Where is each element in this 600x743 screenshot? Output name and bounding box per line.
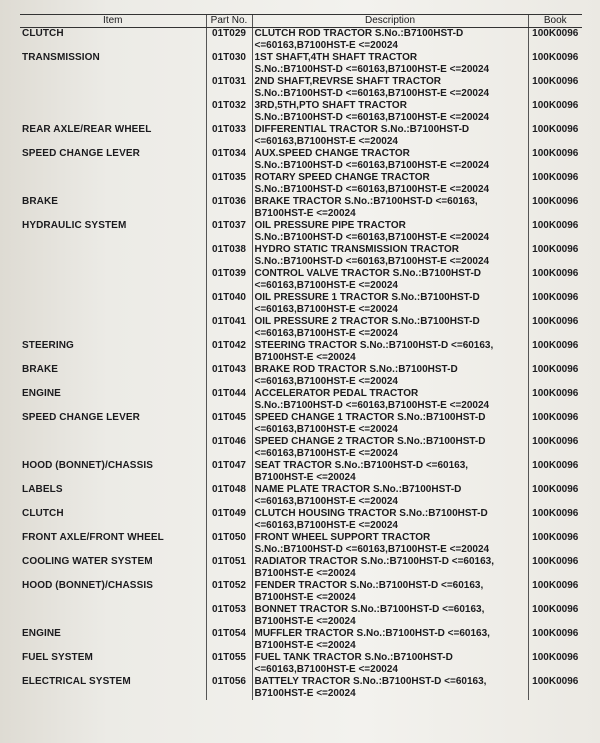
item-cell: BRAKE: [22, 364, 59, 375]
description-line-1: OIL PRESSURE PIPE TRACTOR: [254, 220, 406, 231]
description-line-1: OIL PRESSURE 1 TRACTOR S.No.:B7100HST-D: [254, 292, 480, 303]
description-cell: [252, 196, 528, 220]
description-line-2: <=60163,B7100HST-E <=20024: [254, 280, 398, 291]
table-row: [20, 652, 582, 676]
header-part-no: Part No.: [206, 15, 252, 28]
table-row: [20, 532, 582, 556]
item-cell: FRONT AXLE/FRONT WHEEL: [22, 532, 164, 543]
item-cell: [20, 76, 206, 100]
book-cell: 100K0096: [528, 364, 582, 388]
book-cell: 100K0096: [528, 436, 582, 460]
table-row: [20, 316, 582, 340]
part-number-cell: 01T033: [206, 124, 252, 148]
table-row: [20, 580, 582, 604]
part-number-cell: 01T034: [206, 148, 252, 172]
item-cell: HOOD (BONNET)/CHASSIS: [22, 580, 153, 591]
book-cell: 100K0096: [528, 652, 582, 676]
table-row: [20, 124, 582, 148]
description-line-1: MUFFLER TRACTOR S.No.:B7100HST-D <=60163,: [254, 628, 490, 639]
table-row: [20, 220, 582, 244]
description-line-2: <=60163,B7100HST-E <=20024: [254, 376, 398, 387]
description-line-1: CLUTCH ROD TRACTOR S.No.:B7100HST-D: [254, 28, 464, 39]
description-line-1: BRAKE TRACTOR S.No.:B7100HST-D <=60163,: [254, 196, 478, 207]
table-row: [20, 148, 582, 172]
book-cell: 100K0096: [528, 292, 582, 316]
part-number-cell: 01T031: [206, 76, 252, 100]
table-row: [20, 508, 582, 532]
part-number-cell: 01T053: [206, 604, 252, 628]
table-row: [20, 196, 582, 220]
part-number-cell: 01T047: [206, 460, 252, 484]
description-line-1: SPEED CHANGE 1 TRACTOR S.No.:B7100HST-D: [254, 412, 486, 423]
description-line-1: SPEED CHANGE 2 TRACTOR S.No.:B7100HST-D: [254, 436, 486, 447]
table-row: [20, 172, 582, 196]
description-line-1: BRAKE ROD TRACTOR S.No.:B7100HST-D: [254, 364, 458, 375]
description-cell: [252, 580, 528, 604]
description-line-2: <=60163,B7100HST-E <=20024: [254, 40, 398, 51]
parts-table: [20, 14, 582, 700]
table-row: [20, 388, 582, 412]
description-cell: [252, 100, 528, 124]
book-cell: 100K0096: [528, 460, 582, 484]
part-number-cell: 01T052: [206, 580, 252, 604]
description-cell: [252, 76, 528, 100]
table-row: [20, 364, 582, 388]
item-cell: ELECTRICAL SYSTEM: [22, 676, 131, 687]
description-cell: [252, 604, 528, 628]
item-cell: REAR AXLE/REAR WHEEL: [22, 124, 152, 135]
book-cell: 100K0096: [528, 100, 582, 124]
description-line-2: <=60163,B7100HST-E <=20024: [254, 496, 398, 507]
part-number-cell: 01T038: [206, 244, 252, 268]
description-line-2: <=60163,B7100HST-E <=20024: [254, 664, 398, 675]
description-line-1: ROTARY SPEED CHANGE TRACTOR: [254, 172, 430, 183]
book-cell: 100K0096: [528, 52, 582, 76]
part-number-cell: 01T041: [206, 316, 252, 340]
item-cell: CLUTCH: [22, 508, 64, 519]
description-cell: [252, 220, 528, 244]
part-number-cell: 01T035: [206, 172, 252, 196]
part-number-cell: 01T030: [206, 52, 252, 76]
description-line-2: B7100HST-E <=20024: [254, 688, 356, 699]
table-row: [20, 628, 582, 652]
description-cell: [252, 508, 528, 532]
item-cell: TRANSMISSION: [22, 52, 100, 63]
description-line-1: BATTELY TRACTOR S.No.:B7100HST-D <=60163,: [254, 676, 487, 687]
description-line-1: BONNET TRACTOR S.No.:B7100HST-D <=60163,: [254, 604, 485, 615]
description-line-2: B7100HST-E <=20024: [254, 472, 356, 483]
table-row: [20, 28, 582, 53]
table-row: [20, 100, 582, 124]
description-line-1: 2ND SHAFT,REVRSE SHAFT TRACTOR: [254, 76, 441, 87]
book-cell: 100K0096: [528, 196, 582, 220]
table-row: [20, 460, 582, 484]
description-cell: [252, 412, 528, 436]
description-cell: [252, 292, 528, 316]
description-cell: [252, 52, 528, 76]
description-line-1: CLUTCH HOUSING TRACTOR S.No.:B7100HST-D: [254, 508, 488, 519]
description-line-2: S.No.:B7100HST-D <=60163,B7100HST-E <=20024: [254, 160, 490, 171]
item-cell: HOOD (BONNET)/CHASSIS: [22, 460, 153, 471]
description-line-2: <=60163,B7100HST-E <=20024: [254, 448, 398, 459]
description-line-1: FUEL TANK TRACTOR S.No.:B7100HST-D: [254, 652, 453, 663]
description-line-1: CONTROL VALVE TRACTOR S.No.:B7100HST-D: [254, 268, 482, 279]
header-description: Description: [252, 15, 528, 28]
item-cell: BRAKE: [22, 196, 59, 207]
description-line-2: S.No.:B7100HST-D <=60163,B7100HST-E <=20024: [254, 232, 490, 243]
book-cell: 100K0096: [528, 676, 582, 700]
book-cell: 100K0096: [528, 244, 582, 268]
description-line-1: OIL PRESSURE 2 TRACTOR S.No.:B7100HST-D: [254, 316, 480, 327]
table-row: [20, 244, 582, 268]
description-line-2: B7100HST-E <=20024: [254, 352, 356, 363]
item-cell: STEERING: [22, 340, 74, 351]
part-number-cell: 01T049: [206, 508, 252, 532]
book-cell: 100K0096: [528, 148, 582, 172]
book-cell: 100K0096: [528, 532, 582, 556]
table-body: [20, 28, 582, 701]
description-cell: [252, 556, 528, 580]
description-line-2: <=60163,B7100HST-E <=20024: [254, 424, 398, 435]
description-cell: [252, 124, 528, 148]
book-cell: 100K0096: [528, 124, 582, 148]
item-cell: [20, 604, 206, 628]
book-cell: 100K0096: [528, 412, 582, 436]
item-cell: SPEED CHANGE LEVER: [22, 148, 140, 159]
description-cell: [252, 244, 528, 268]
description-cell: [252, 628, 528, 652]
part-number-cell: 01T032: [206, 100, 252, 124]
description-cell: [252, 484, 528, 508]
part-number-cell: 01T039: [206, 268, 252, 292]
item-cell: FUEL SYSTEM: [22, 652, 93, 663]
description-cell: [252, 340, 528, 364]
description-line-2: S.No.:B7100HST-D <=60163,B7100HST-E <=20024: [254, 64, 490, 75]
part-number-cell: 01T042: [206, 340, 252, 364]
book-cell: 100K0096: [528, 316, 582, 340]
description-line-1: SEAT TRACTOR S.No.:B7100HST-D <=60163,: [254, 460, 469, 471]
item-cell: [20, 244, 206, 268]
book-cell: 100K0096: [528, 484, 582, 508]
book-cell: 100K0096: [528, 28, 582, 53]
item-cell: CLUTCH: [22, 28, 64, 39]
part-number-cell: 01T046: [206, 436, 252, 460]
description-cell: [252, 268, 528, 292]
description-line-2: S.No.:B7100HST-D <=60163,B7100HST-E <=20024: [254, 112, 490, 123]
item-cell: [20, 172, 206, 196]
book-cell: 100K0096: [528, 628, 582, 652]
part-number-cell: 01T040: [206, 292, 252, 316]
table-row: [20, 412, 582, 436]
description-cell: [252, 436, 528, 460]
description-line-1: FENDER TRACTOR S.No.:B7100HST-D <=60163,: [254, 580, 484, 591]
item-cell: [20, 316, 206, 340]
item-cell: [20, 268, 206, 292]
part-number-cell: 01T048: [206, 484, 252, 508]
item-cell: [20, 100, 206, 124]
part-number-cell: 01T056: [206, 676, 252, 700]
description-line-1: 3RD,5TH,PTO SHAFT TRACTOR: [254, 100, 407, 111]
item-cell: [20, 436, 206, 460]
description-cell: [252, 316, 528, 340]
table-row: [20, 52, 582, 76]
part-number-cell: 01T037: [206, 220, 252, 244]
table-row: [20, 268, 582, 292]
item-cell: [20, 292, 206, 316]
description-cell: [252, 148, 528, 172]
description-line-1: 1ST SHAFT,4TH SHAFT TRACTOR: [254, 52, 418, 63]
description-line-2: <=60163,B7100HST-E <=20024: [254, 304, 398, 315]
table-row: [20, 676, 582, 700]
book-cell: 100K0096: [528, 172, 582, 196]
item-cell: HYDRAULIC SYSTEM: [22, 220, 127, 231]
table-row: [20, 340, 582, 364]
description-line-2: S.No.:B7100HST-D <=60163,B7100HST-E <=20024: [254, 88, 490, 99]
description-line-1: HYDRO STATIC TRANSMISSION TRACTOR: [254, 244, 459, 255]
book-cell: 100K0096: [528, 556, 582, 580]
description-line-2: B7100HST-E <=20024: [254, 640, 356, 651]
description-line-1: STEERING TRACTOR S.No.:B7100HST-D <=60163,: [254, 340, 494, 351]
book-cell: 100K0096: [528, 508, 582, 532]
description-cell: [252, 172, 528, 196]
book-cell: 100K0096: [528, 604, 582, 628]
description-line-2: <=60163,B7100HST-E <=20024: [254, 136, 398, 147]
book-cell: 100K0096: [528, 580, 582, 604]
description-cell: [252, 460, 528, 484]
item-cell: SPEED CHANGE LEVER: [22, 412, 140, 423]
book-cell: 100K0096: [528, 340, 582, 364]
table-row: [20, 556, 582, 580]
item-cell: ENGINE: [22, 628, 61, 639]
description-cell: [252, 532, 528, 556]
description-line-1: DIFFERENTIAL TRACTOR S.No.:B7100HST-D: [254, 124, 470, 135]
header-item: Item: [20, 15, 206, 28]
table-row: [20, 484, 582, 508]
description-cell: [252, 652, 528, 676]
book-cell: 100K0096: [528, 76, 582, 100]
description-line-2: B7100HST-E <=20024: [254, 592, 356, 603]
description-line-2: S.No.:B7100HST-D <=60163,B7100HST-E <=20024: [254, 400, 490, 411]
part-number-cell: 01T051: [206, 556, 252, 580]
description-line-2: <=60163,B7100HST-E <=20024: [254, 520, 398, 531]
description-line-2: S.No.:B7100HST-D <=60163,B7100HST-E <=20024: [254, 184, 490, 195]
table-row: [20, 436, 582, 460]
part-number-cell: 01T054: [206, 628, 252, 652]
description-line-1: NAME PLATE TRACTOR S.No.:B7100HST-D: [254, 484, 462, 495]
header-row: [20, 15, 582, 28]
table-row: [20, 292, 582, 316]
item-cell: COOLING WATER SYSTEM: [22, 556, 153, 567]
item-cell: LABELS: [22, 484, 63, 495]
book-cell: 100K0096: [528, 268, 582, 292]
description-line-2: S.No.:B7100HST-D <=60163,B7100HST-E <=20024: [254, 544, 490, 555]
description-cell: [252, 388, 528, 412]
part-number-cell: 01T036: [206, 196, 252, 220]
part-number-cell: 01T050: [206, 532, 252, 556]
part-number-cell: 01T045: [206, 412, 252, 436]
description-line-1: AUX.SPEED CHANGE TRACTOR: [254, 148, 410, 159]
description-line-2: S.No.:B7100HST-D <=60163,B7100HST-E <=20024: [254, 256, 490, 267]
description-line-1: RADIATOR TRACTOR S.No.:B7100HST-D <=60163,: [254, 556, 495, 567]
part-number-cell: 01T043: [206, 364, 252, 388]
description-line-1: FRONT WHEEL SUPPORT TRACTOR: [254, 532, 431, 543]
description-line-2: <=60163,B7100HST-E <=20024: [254, 328, 398, 339]
table-row: [20, 604, 582, 628]
table-row: [20, 76, 582, 100]
description-line-2: B7100HST-E <=20024: [254, 616, 356, 627]
description-cell: [252, 676, 528, 700]
book-cell: 100K0096: [528, 388, 582, 412]
item-cell: ENGINE: [22, 388, 61, 399]
part-number-cell: 01T044: [206, 388, 252, 412]
description-cell: [252, 28, 528, 53]
description-line-2: B7100HST-E <=20024: [254, 208, 356, 219]
part-number-cell: 01T055: [206, 652, 252, 676]
description-line-1: ACCELERATOR PEDAL TRACTOR: [254, 388, 419, 399]
description-line-2: B7100HST-E <=20024: [254, 568, 356, 579]
header-book: Book: [528, 15, 582, 28]
part-number-cell: 01T029: [206, 28, 252, 53]
book-cell: 100K0096: [528, 220, 582, 244]
description-cell: [252, 364, 528, 388]
